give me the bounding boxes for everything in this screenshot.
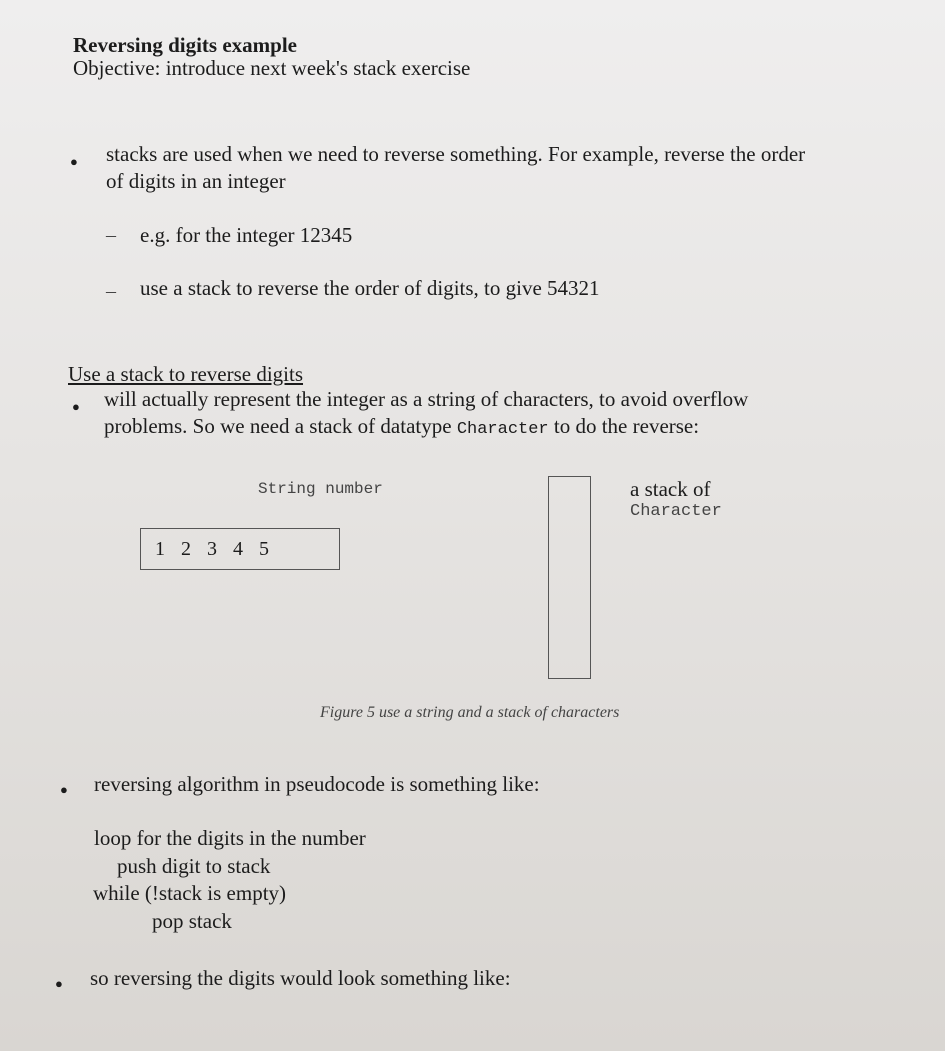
figure-caption: Figure 5 use a string and a stack of characters xyxy=(320,704,620,721)
pseudocode-line: push digit to stack xyxy=(117,854,271,878)
stack-diagram xyxy=(548,476,591,679)
bullet-dot: ● xyxy=(72,399,80,414)
bullet-text-line1: stacks are used when we need to reverse something. For example, reverse the order xyxy=(106,142,806,166)
bullet-text-line1: will actually represent the integer as a string of characters, to avoid overflow xyxy=(104,387,749,411)
text-fragment: to do the reverse: xyxy=(548,414,700,438)
digit-string-box xyxy=(140,528,340,570)
bullet-text: reversing algorithm in pseudocode is something like: xyxy=(94,772,540,796)
sub-item-1: e.g. for the integer 12345 xyxy=(140,223,353,247)
bullet-text-line2 xyxy=(104,414,699,439)
objective: Objective: introduce next week's stack exercise xyxy=(73,56,471,80)
pseudocode-line: loop for the digits in the number xyxy=(94,826,366,850)
dash-marker: – xyxy=(106,280,116,302)
digit: 3 xyxy=(207,537,217,560)
stack-label: a stack of xyxy=(630,477,711,501)
page-title: Reversing digits example xyxy=(73,33,297,57)
bullet-text-line2: of digits in an integer xyxy=(106,169,286,193)
digit: 1 xyxy=(155,537,165,560)
string-number-label: String number xyxy=(258,480,383,498)
datatype-code: Character xyxy=(456,420,549,439)
bullet-dot: ● xyxy=(60,782,68,797)
section-heading: Use a stack to reverse digits xyxy=(68,362,304,386)
digit: 5 xyxy=(259,537,269,560)
digit: 4 xyxy=(233,537,243,560)
bullet-dot: ● xyxy=(55,976,63,991)
text-fragment: problems. So we need a stack of datatype xyxy=(104,414,457,438)
dash-marker: – xyxy=(106,224,116,246)
digit: 2 xyxy=(181,537,191,560)
bullet-dot: ● xyxy=(70,154,78,169)
pseudocode-line: pop stack xyxy=(152,909,232,933)
bullet-text: so reversing the digits would look something like: xyxy=(90,966,511,990)
stack-type-label: Character xyxy=(630,502,722,521)
pseudocode-line: while (!stack is empty) xyxy=(93,881,287,905)
sub-item-2: use a stack to reverse the order of digits, to give 54321 xyxy=(140,276,600,300)
